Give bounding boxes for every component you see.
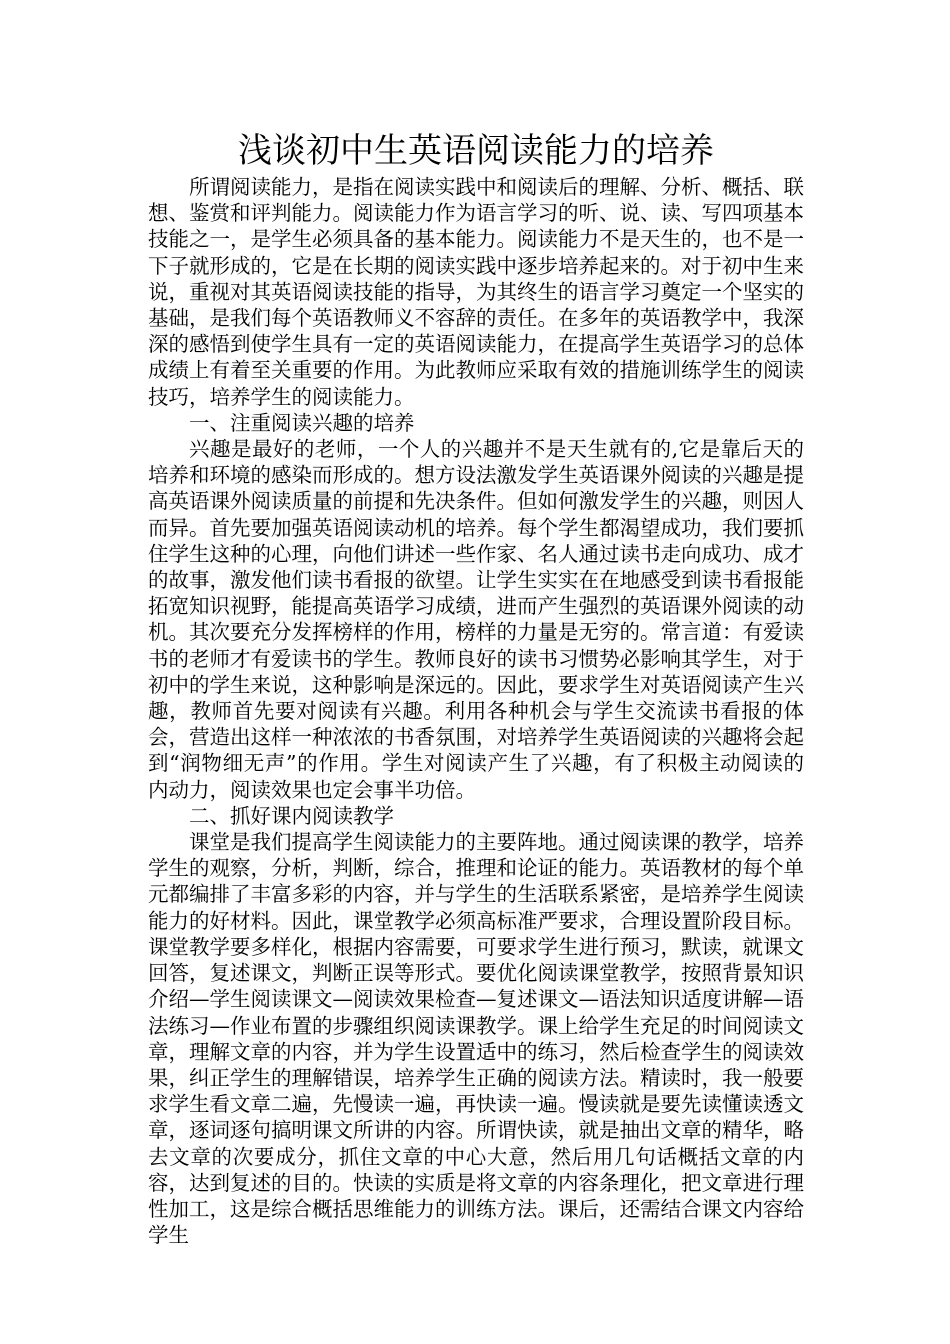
classroom-paragraph: 课堂是我们提高学生阅读能力的主要阵地。通过阅读课的教学，培养学生的观察，分析，判断，综合，推理和论证的能力。英语教材的每个单元都编排了丰富多彩的内容，并与学生的生活联系紧密，是培养学生阅读能力的好材料。因此，课堂教学必须高标准严要求，合理设置阶段目标。课堂教学要多样化，根据内容需要，可要求学生进行预习，默读，就课文回答，复述课文，判断正误等形式。要优化阅读课堂教学，按照背景知识介绍—学生阅读课文—阅读效果检查—复述课文—语法知识适度讲解—语法练习—作业布置的步骤组织阅读课教学。课上给学生充足的时间阅读文章，理解文章的内容，并为学生设置适中的练习，然后检查学生的阅读效果，纠正学生的理解错误，培养学生正确的阅读方法。精读时，我一般要求学生看文章二遍，先慢读一遍，再快读一遍。慢读就是要先读懂读透文章，逐词逐句搞明课文所讲的内容。所谓快读，就是抽出文章的精华，略去文章的次要成分，抓住文章的中心大意，然后用几句话概括文章的内容，达到复述的目的。快读的实质是将文章的内容条理化，把文章进行理性加工，这是综合概括思维能力的训练方法。课后，还需结合课文内容给学生 — [148, 830, 804, 1248]
document-title: 浅谈初中生英语阅读能力的培养 — [238, 131, 714, 171]
section-heading-classroom: 二、抓好课内阅读教学 — [189, 803, 394, 828]
interest-paragraph: 兴趣是最好的老师，一个人的兴趣并不是天生就有的,它是靠后天的培养和环境的感染而形成的。想方设法激发学生英语课外阅读的兴趣是提高英语课外阅读质量的前提和先决条件。但如何激发学生的兴趣，则因人而异。首先要加强英语阅读动机的培养。每个学生都渴望成功，我们要抓住学生这种的心理，向他们讲述一些作家、名人通过读书走向成功、成才的故事，激发他们读书看报的欲望。让学生实实在在地感受到读书看报能拓宽知识视野，能提高英语学习成绩，进而产生强烈的英语课外阅读的动机。其次要充分发挥榜样的作用，榜样的力量是无穷的。常言道：有爱读书的老师才有爱读书的学生。教师良好的读书习惯势必影响其学生，对于初中的学生来说，这种影响是深远的。因此，要求学生对英语阅读产生兴趣，教师首先要对阅读有兴趣。利用各种机会与学生交流读书看报的体会，营造出这样一种浓浓的书香氛围，对培养学生英语阅读的兴趣将会起到“润物细无声”的作用。学生对阅读产生了兴趣，有了积极主动阅读的内动力，阅读效果也定会事半功倍。 — [148, 437, 804, 802]
document-page — [148, 128, 804, 1248]
intro-paragraph: 所谓阅读能力，是指在阅读实践中和阅读后的理解、分析、概括、联想、鉴赏和评判能力。阅读能力作为语言学习的听、说、读、写四项基本技能之一，是学生必须具备的基本能力。阅读能力不是天生的，也不是一下子就形成的，它是在长期的阅读实践中逐步培养起来的。对于初中生来说，重视对其英语阅读技能的指导，为其终生的语言学习奠定一个坚实的基础，是我们每个英语教师义不容辞的责任。在多年的英语教学中，我深深的感悟到使学生具有一定的英语阅读能力，在提高学生英语学习的总体成绩上有着至关重要的作用。为此教师应采取有效的措施训练学生的阅读技巧，培养学生的阅读能力。 — [148, 175, 804, 409]
section-heading-interest: 一、注重阅读兴趣的培养 — [189, 410, 415, 435]
document-body — [148, 174, 804, 1248]
